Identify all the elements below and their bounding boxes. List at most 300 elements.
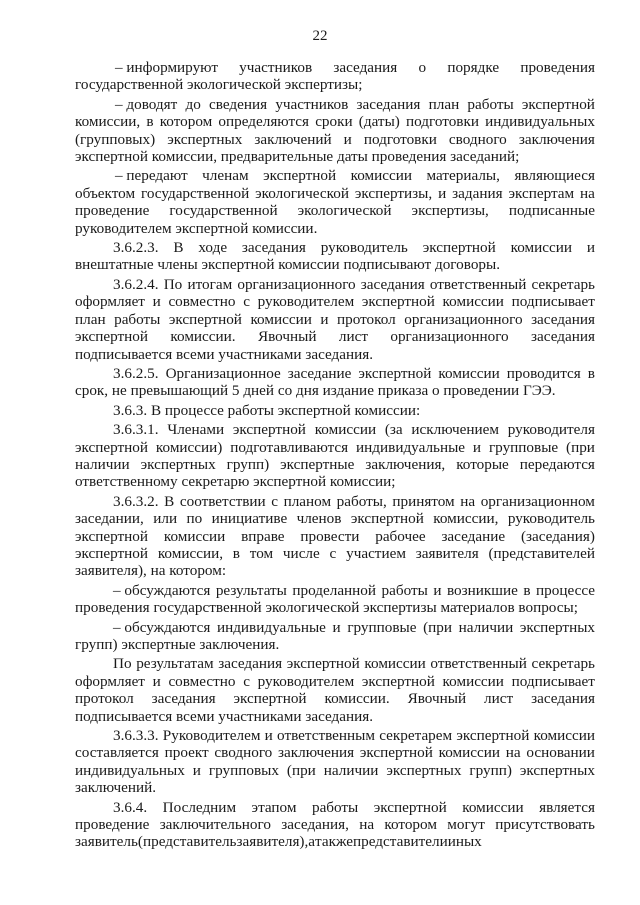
word: и	[343, 130, 352, 148]
word: и	[152, 293, 161, 311]
word: объектом	[75, 184, 136, 202]
word: комиссии	[314, 421, 377, 439]
word: в	[587, 364, 595, 382]
word: участников	[239, 59, 313, 76]
word: (при	[423, 618, 453, 636]
word: представители	[353, 833, 448, 851]
word: экспертной	[75, 544, 149, 562]
paragraph	[75, 619, 595, 654]
word: с	[329, 544, 337, 562]
text-line	[75, 167, 595, 184]
text-line	[75, 779, 595, 796]
text-line	[75, 510, 595, 527]
word: в	[232, 544, 240, 562]
text-line	[75, 76, 595, 93]
word: комиссии	[442, 293, 504, 311]
paragraph	[75, 167, 595, 237]
word: заседания	[360, 275, 425, 293]
word: на	[460, 492, 476, 510]
paragraph	[75, 799, 595, 851]
word: по	[186, 510, 203, 528]
word: с	[243, 672, 250, 690]
paragraph	[75, 421, 595, 491]
word: проведение	[75, 816, 150, 834]
word: руководитель	[320, 239, 408, 257]
word: и	[586, 239, 595, 257]
word: также	[315, 833, 354, 851]
word: возникшие	[446, 581, 518, 599]
word: и	[332, 618, 341, 636]
word: заявитель	[75, 833, 138, 851]
text-line	[75, 473, 595, 490]
paragraph	[75, 727, 595, 797]
word: заключений	[254, 130, 332, 148]
word: экспертной	[358, 364, 432, 382]
word: подписанные	[508, 202, 595, 220]
text-line	[75, 545, 595, 562]
word: заявителя), на котором:	[75, 562, 227, 580]
word: в	[523, 581, 531, 599]
word: протокол	[337, 310, 396, 328]
word: Организационное	[165, 364, 281, 382]
word: наличии	[323, 761, 379, 779]
text-line	[75, 276, 595, 293]
word: экспертных	[519, 618, 595, 636]
word: экспертной	[168, 310, 242, 328]
word: подписывается всеми участниками заседания.	[75, 345, 374, 363]
word: проведение	[75, 202, 150, 220]
word: групп)	[226, 455, 270, 473]
word: подписывает	[511, 293, 595, 311]
word: принятом	[392, 492, 455, 510]
word: Руководителем	[162, 727, 261, 745]
paragraph	[75, 655, 595, 725]
word: государственной экологической экспертизы;	[75, 76, 363, 94]
word: секретарем	[379, 727, 453, 745]
word: числе	[282, 544, 320, 562]
word: экспертной	[359, 744, 433, 762]
text-line	[75, 562, 595, 579]
text-line	[75, 744, 595, 761]
paragraph	[75, 59, 595, 94]
word: комиссии	[442, 672, 504, 690]
word: В	[173, 239, 184, 257]
word: групп) экспертные заключения.	[75, 636, 280, 653]
word: заявителя	[415, 544, 479, 562]
word: экспертной	[263, 167, 337, 185]
word: руководителя	[507, 421, 595, 439]
word: индивидуальных	[485, 113, 595, 131]
word: иных	[447, 833, 482, 851]
word: и	[152, 672, 161, 690]
word: экспертной	[233, 690, 307, 708]
text-line	[75, 690, 595, 707]
word: проводится	[506, 364, 581, 382]
text-line	[75, 599, 595, 616]
word: 3.6.2.5.	[113, 364, 159, 382]
word: экспертной	[75, 438, 149, 456]
word: секретарь	[531, 655, 595, 673]
word: индивидуальные	[216, 618, 326, 636]
word: протокол	[75, 690, 134, 708]
word: внештатные члены экспертной комиссии подписывают договоры.	[75, 256, 501, 274]
word: Членами	[167, 421, 225, 439]
paragraph	[75, 402, 595, 419]
word: заключения	[278, 744, 355, 762]
word: проделанной	[292, 581, 377, 599]
word: экспертной	[350, 510, 424, 528]
text-line	[75, 131, 595, 148]
word: с	[271, 492, 279, 510]
word: инициативе	[211, 510, 288, 528]
word: этапом	[251, 798, 297, 816]
text-line	[75, 328, 595, 345]
word: экологической	[255, 184, 349, 202]
text-line	[75, 833, 595, 850]
word: могут	[447, 816, 485, 834]
word: комиссии)	[155, 438, 223, 456]
word: наличии	[458, 618, 514, 636]
word: работы	[381, 581, 428, 599]
word: исключением	[411, 421, 500, 439]
text-line	[75, 113, 595, 130]
word: секретарь	[531, 275, 595, 293]
word: провести	[300, 527, 360, 545]
text-line	[75, 655, 595, 672]
word: соответствии	[179, 492, 266, 510]
word: заседания	[531, 690, 595, 708]
word: и	[438, 184, 447, 202]
text-line	[75, 708, 595, 725]
word: на	[580, 184, 595, 202]
word: на	[359, 816, 375, 834]
word: индивидуальных	[75, 761, 185, 779]
word: заключений.	[75, 779, 157, 797]
word: ответственным	[277, 727, 375, 745]
word: (представитель	[137, 833, 237, 851]
word: 3.6.4.	[113, 798, 148, 816]
word: ходе	[198, 239, 228, 257]
word: материалы,	[426, 167, 500, 185]
word: (за	[384, 421, 403, 439]
text-line	[75, 346, 595, 363]
word: являющиеся	[514, 167, 595, 185]
word: государственной	[140, 184, 250, 202]
word: экспертные	[280, 455, 355, 473]
word: результатам	[136, 655, 214, 673]
text-line	[75, 365, 595, 382]
word: заседания	[333, 59, 398, 76]
word: заключительного	[159, 816, 271, 834]
word: ответственный	[429, 275, 527, 293]
word: работы	[114, 310, 161, 328]
word: задания	[452, 184, 503, 202]
word: В	[164, 492, 175, 510]
word: работы	[467, 95, 514, 113]
word: сводного	[214, 744, 273, 762]
word: (представителей	[488, 544, 595, 562]
word: план	[428, 95, 460, 113]
word: (групповых)	[75, 130, 156, 148]
word: комиссии	[533, 727, 595, 745]
word: экспертных	[386, 761, 462, 779]
word: том	[249, 544, 274, 562]
word: (при	[286, 761, 316, 779]
word: лист	[338, 328, 368, 346]
word: комиссии	[438, 364, 500, 382]
word: комиссии	[350, 167, 413, 185]
word: групповых	[208, 761, 279, 779]
word: ответственный	[430, 655, 527, 673]
word: на	[505, 744, 521, 762]
word: экспертам	[508, 184, 575, 202]
word: и	[320, 310, 329, 328]
word: подготовки	[406, 113, 479, 131]
word: государственной	[169, 202, 278, 220]
word: присутствовать	[495, 816, 595, 834]
word: с	[243, 293, 250, 311]
word: оформляет	[75, 293, 145, 311]
text-line	[75, 421, 595, 438]
word: наличии	[75, 455, 130, 473]
word: и	[192, 761, 201, 779]
word: – обсуждаются	[113, 618, 211, 636]
word: экспертной	[361, 672, 435, 690]
document-body	[75, 59, 595, 853]
word: ответственному секретарю экспертной комиссии;	[75, 473, 396, 491]
page-number: 22	[312, 28, 328, 44]
word: работы	[311, 798, 359, 816]
word: экспертной	[456, 727, 530, 745]
word: вправе	[241, 527, 285, 545]
word: экспертной	[286, 655, 360, 673]
word: экспертных	[519, 761, 595, 779]
word: групповые	[488, 438, 559, 456]
word: членов	[296, 510, 342, 528]
text-line	[75, 636, 595, 653]
word: комиссии	[510, 239, 572, 257]
word: рабочее	[375, 527, 426, 545]
text-line	[75, 256, 595, 273]
word: заключения,	[365, 455, 446, 473]
word: котором	[159, 113, 213, 131]
text-line	[75, 727, 595, 744]
text-line	[75, 220, 595, 237]
paragraph	[75, 582, 595, 617]
word: которые	[456, 455, 509, 473]
word: комиссии	[462, 798, 524, 816]
word: сводного	[448, 130, 507, 148]
word: участников	[275, 95, 349, 113]
word: экспертной	[361, 293, 435, 311]
word: о	[418, 59, 427, 76]
word: подписывает	[511, 672, 595, 690]
word: (при	[566, 438, 595, 456]
word: экспертной комиссии, предварительные даты проведения заседаний;	[75, 148, 520, 166]
text-line	[75, 96, 595, 113]
word: экспертизы,	[354, 184, 433, 202]
word: комиссии,	[157, 544, 223, 562]
word: – передают	[115, 167, 188, 185]
word: экспертной	[232, 421, 306, 439]
word: заседания	[218, 655, 283, 673]
word: экспертной	[373, 798, 447, 816]
text-line	[75, 456, 595, 473]
word: заявителя),	[236, 833, 309, 851]
word: проведения государственной экологической экспертизы материалов вопросы;	[75, 599, 578, 617]
word: экспертной	[75, 527, 149, 545]
word: заседание	[287, 364, 352, 382]
word: заседания	[241, 239, 306, 257]
word: совместно	[168, 293, 236, 311]
word: передаются	[519, 455, 595, 473]
text-line	[75, 619, 595, 636]
word: организационного	[390, 328, 509, 346]
word: экспертной	[521, 95, 595, 113]
word: результаты	[215, 581, 287, 599]
text-line	[75, 528, 595, 545]
paragraph	[75, 365, 595, 400]
word: участием	[346, 544, 406, 562]
word: срок, не превышающий 5 дней со дня издание приказа о проведении ГЭЭ.	[75, 382, 556, 400]
word: совместно	[168, 672, 236, 690]
word: комиссии,	[433, 510, 499, 528]
word: котором	[384, 816, 437, 834]
word: порядке	[447, 59, 500, 76]
text-line	[75, 673, 595, 690]
word: а	[308, 833, 316, 851]
word: план	[75, 310, 106, 328]
text-line	[75, 202, 595, 219]
word: членам	[202, 167, 249, 185]
word: заключения	[518, 130, 595, 148]
word: По	[163, 275, 183, 293]
word: определяются	[218, 113, 310, 131]
word: комиссии	[163, 527, 226, 545]
word: (заседания)	[520, 527, 595, 545]
word: заседании,	[75, 510, 144, 528]
word: заседания,	[281, 816, 349, 834]
word: индивидуальные	[356, 438, 466, 456]
word: работы,	[336, 492, 387, 510]
word: и	[264, 727, 273, 745]
word: групповые	[347, 618, 417, 636]
word: 3.6.3. В процессе работы экспертной комиссии:	[113, 401, 421, 419]
word: 3.6.3.1.	[113, 421, 159, 439]
word: экспертных	[167, 130, 243, 148]
word: сроки	[315, 113, 353, 131]
paragraph	[75, 239, 595, 274]
word: до	[185, 95, 201, 113]
word: руководителем	[257, 672, 355, 690]
word: 3.6.3.3.	[113, 727, 159, 745]
word: является	[539, 798, 595, 816]
word: экспертной	[422, 239, 496, 257]
word: экспертной	[75, 328, 149, 346]
word: подписывается всеми участниками заседания.	[75, 707, 374, 725]
word: организационного	[237, 275, 356, 293]
text-line	[75, 402, 595, 419]
word: проведения	[520, 59, 595, 76]
word: лист	[484, 690, 514, 708]
text-line	[75, 293, 595, 310]
word: организационном	[480, 492, 595, 510]
word: комиссии,	[75, 113, 141, 131]
text-line	[75, 493, 595, 510]
word: групп)	[469, 761, 512, 779]
text-line	[75, 311, 595, 328]
word: заседания	[151, 690, 216, 708]
text-line	[75, 382, 595, 399]
word: итогам	[187, 275, 233, 293]
text-line	[75, 582, 595, 599]
word: – информируют	[115, 59, 218, 76]
word: организационного	[404, 310, 523, 328]
paragraph	[75, 276, 595, 363]
text-line	[75, 59, 595, 76]
text-line	[75, 185, 595, 202]
word: составляется	[75, 744, 159, 762]
word: Явочный	[407, 690, 467, 708]
text-line	[75, 148, 595, 165]
word: (даты)	[358, 113, 400, 131]
text-line	[75, 239, 595, 256]
word: экспертных	[140, 455, 216, 473]
word: По	[113, 655, 132, 673]
word: заседания	[531, 328, 595, 346]
word: руководителем	[257, 293, 355, 311]
word: проект	[164, 744, 209, 762]
word: экспертизы,	[411, 202, 489, 220]
word: – обсуждаются	[113, 581, 211, 599]
word: комиссии	[438, 744, 501, 762]
text-line	[75, 816, 595, 833]
text-line	[75, 799, 595, 816]
word: оформляет	[75, 672, 145, 690]
word: планом	[283, 492, 332, 510]
word: заседание	[441, 527, 506, 545]
word: заседания	[531, 310, 595, 328]
word: 3.6.2.4.	[113, 275, 159, 293]
paragraph	[75, 96, 595, 166]
word: – доводят	[115, 95, 178, 113]
word: сведения	[209, 95, 268, 113]
word: подготовки	[363, 130, 437, 148]
word: руководитель	[507, 510, 595, 528]
word: 3.6.2.3.	[113, 239, 159, 257]
word: процессе	[536, 581, 595, 599]
word: комиссии	[250, 310, 312, 328]
word: экологической	[297, 202, 392, 220]
text-line	[75, 762, 595, 779]
word: комиссии.	[170, 328, 236, 346]
word: и	[433, 581, 442, 599]
paragraph	[75, 493, 595, 580]
text-line	[75, 439, 595, 456]
word: руководителем экспертной комиссии.	[75, 219, 318, 237]
word: Последним	[162, 798, 237, 816]
word: комиссии.	[324, 690, 390, 708]
word: основании	[526, 744, 595, 762]
word: 3.6.3.2.	[113, 492, 159, 510]
word: комиссии	[364, 655, 426, 673]
word: Явочный	[257, 328, 317, 346]
word: и	[472, 438, 482, 456]
word: в	[146, 113, 154, 131]
word: или	[153, 510, 178, 528]
word: заседания	[356, 95, 421, 113]
word: подготавливаются	[230, 438, 349, 456]
